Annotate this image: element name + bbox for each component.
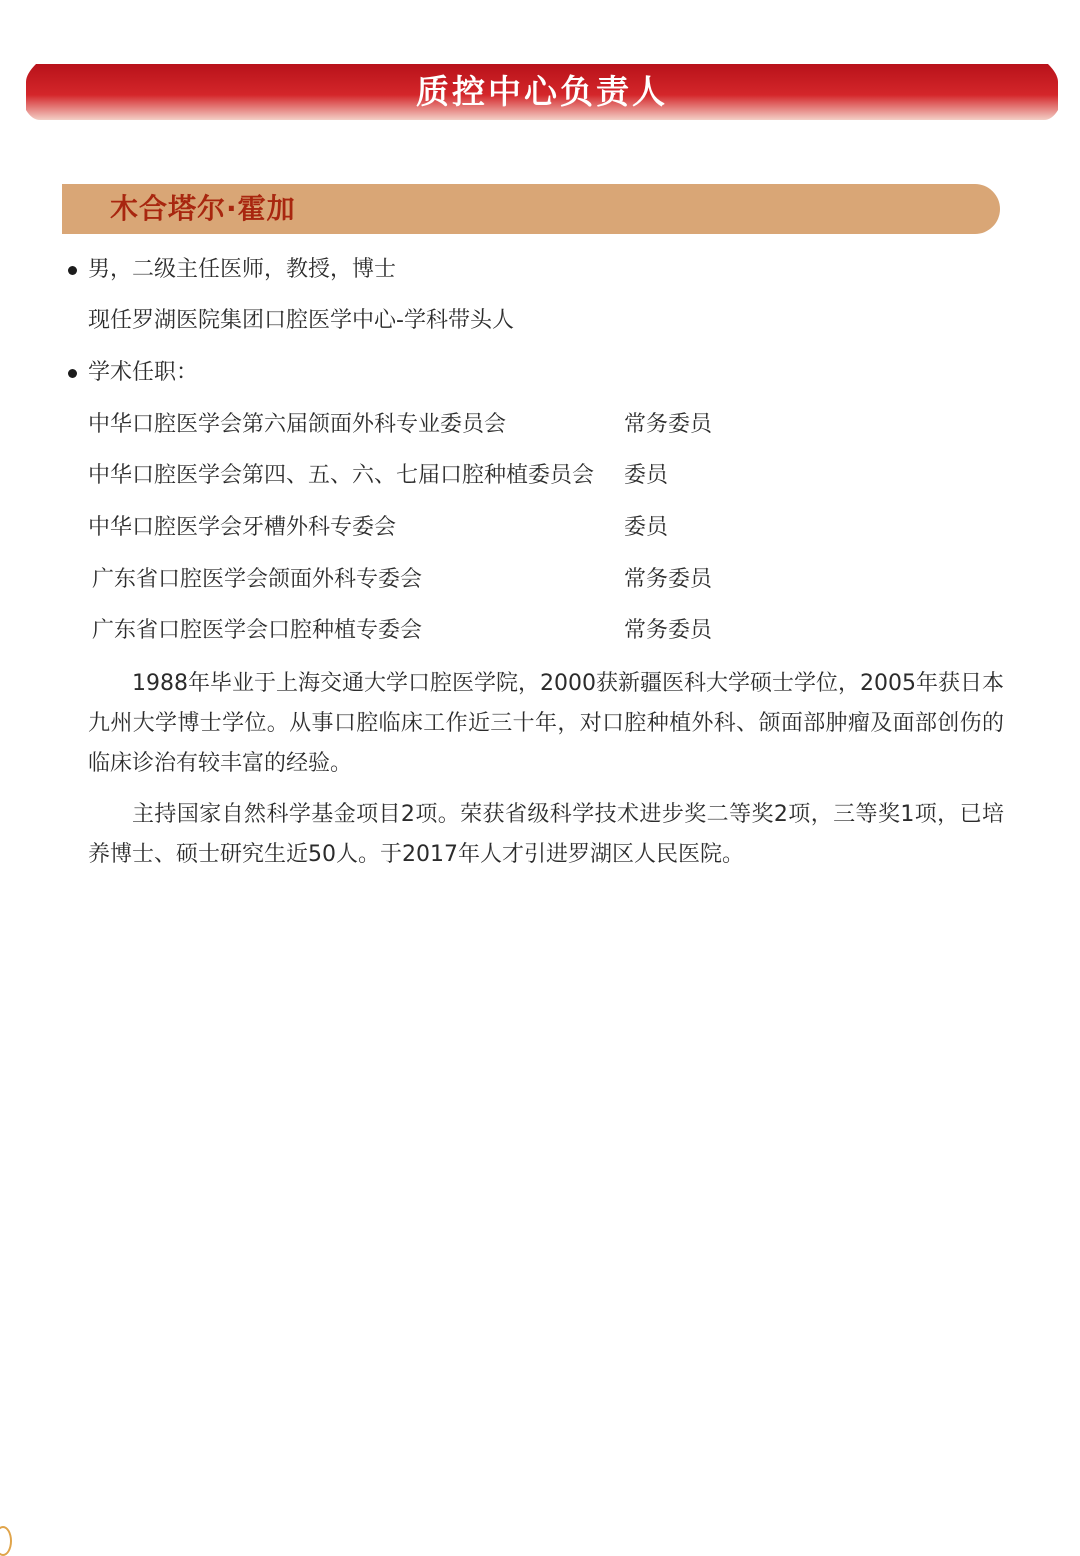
name-header (62, 184, 1000, 234)
profile-basic: 男，二级主任医师，教授，博士 (88, 257, 397, 282)
position-role: 委员 (624, 515, 669, 540)
position-role: 常务委员 (624, 567, 713, 592)
banner-title: 质控中心负责人 (416, 72, 668, 111)
profile-current-position: 现任罗湖医院集团口腔医学中心-学科带头人 (88, 308, 514, 333)
position-org: 中华口腔医学会第四、五、六、七届口腔种植委员会 (88, 463, 595, 488)
academic-heading: 学术任职： (88, 360, 199, 385)
position-role: 委员 (624, 463, 669, 488)
position-role: 常务委员 (624, 412, 713, 437)
corner-decoration (0, 1526, 12, 1556)
position-org: 中华口腔医学会牙槽外科专委会 (88, 515, 397, 540)
position-org: 中华口腔医学会第六届颌面外科专业委员会 (88, 412, 507, 437)
bio-paragraph-achievements: 主持国家自然科学基金项目2项。荣获省级科学技术进步奖二等奖2项，三等奖1项，已培养博士、硕士研究生近50人。于2017年人才引进罗湖区人民医院。 (88, 802, 1004, 867)
position-role: 常务委员 (624, 618, 713, 643)
bullet-dot (68, 266, 77, 275)
section-banner (26, 64, 1058, 120)
position-org: 广东省口腔医学会颌面外科专委会 (92, 567, 423, 592)
position-org: 广东省口腔医学会口腔种植专委会 (92, 618, 423, 643)
bio-paragraph-education: 1988年毕业于上海交通大学口腔医学院，2000获新疆医科大学硕士学位，2005年获日本九州大学博士学位。从事口腔临床工作近三十年，对口腔种植外科、颌面部肿瘤及面部创伤的临床诊治有较丰富的经验。 (88, 671, 1004, 776)
bullet-dot (68, 369, 77, 378)
person-name: 木合塔尔·霍加 (110, 192, 296, 225)
